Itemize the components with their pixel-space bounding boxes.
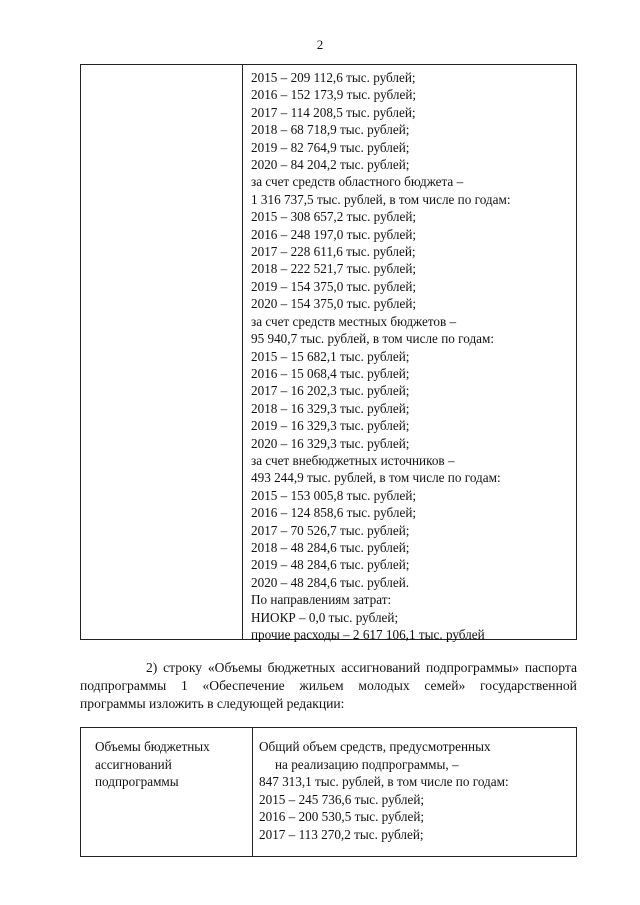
value-text-line: 2015 – 245 736,6 тыс. рублей;: [259, 791, 425, 807]
table-text-line: 2017 – 16 202,3 тыс. рублей;: [251, 383, 410, 399]
table-text-line: за счет средств местных бюджетов –: [251, 313, 457, 329]
table-text-line: 2018 – 68 718,9 тыс. рублей;: [251, 122, 410, 138]
table-text-line: 95 940,7 тыс. рублей, в том числе по годам:: [251, 331, 495, 347]
label-text-line: подпрограммы: [95, 774, 179, 789]
table-text-line: 2018 – 16 329,3 тыс. рублей;: [251, 400, 410, 416]
table-text-line: за счет внебюджетных источников –: [251, 452, 455, 468]
table-text-line: 2019 – 48 284,6 тыс. рублей;: [251, 557, 410, 573]
paragraph-word: подпрограммы: [80, 678, 167, 693]
table-text-line: 2015 – 15 682,1 тыс. рублей;: [251, 348, 410, 364]
paragraph-line-1: [80, 659, 577, 677]
label-text-line: ассигнований: [95, 756, 172, 772]
paragraph-word: подпрограммы»: [426, 660, 520, 675]
subprogram-funding-table: [80, 727, 577, 857]
table-text-line: 2016 – 124 858,6 тыс. рублей;: [251, 505, 417, 521]
row-value-cell: [259, 738, 572, 843]
value-text-line: 2017 – 113 270,2 тыс. рублей;: [259, 826, 424, 842]
table-text-line: 1 316 737,5 тыс. рублей, в том числе по годам:: [251, 191, 511, 207]
funding-details-cell: [251, 69, 572, 643]
paragraph-line-3: программы изложить в следующей редакции:: [80, 696, 345, 711]
table-text-line: 2018 – 48 284,6 тыс. рублей;: [251, 539, 410, 555]
table-text-line: 2018 – 222 521,7 тыс. рублей;: [251, 261, 417, 277]
paragraph-word: ассигнований: [341, 660, 421, 675]
table-column-divider: [242, 65, 243, 639]
table-text-line: 2017 – 114 208,5 тыс. рублей;: [251, 104, 416, 120]
page-number: 2: [316, 37, 324, 52]
paragraph-word: молодых: [358, 678, 410, 693]
paragraph-word: строку: [163, 660, 203, 675]
table-text-line: 2016 – 248 197,0 тыс. рублей;: [251, 226, 417, 242]
paragraph-word: 1: [180, 678, 188, 693]
table-text-line: 2019 – 16 329,3 тыс. рублей;: [251, 418, 410, 434]
value-text-line: 2016 – 200 530,5 тыс. рублей;: [259, 809, 425, 824]
table-text-line: 2015 – 209 112,6 тыс. рублей;: [251, 70, 416, 85]
table-text-line: По направлениям затрат:: [251, 592, 392, 608]
paragraph-line-2: [80, 677, 577, 695]
table-text-line: за счет средств областного бюджета –: [251, 174, 464, 190]
row-label-cell: [95, 738, 245, 791]
table-text-line: 493 244,9 тыс. рублей, в том числе по годам:: [251, 470, 501, 486]
table-text-line: 2016 – 15 068,4 тыс. рублей;: [251, 365, 410, 381]
table-text-line: прочие расходы – 2 617 106,1 тыс. рублей: [251, 627, 485, 642]
table-text-line: 2015 – 308 657,2 тыс. рублей;: [251, 209, 417, 225]
table-text-line: НИОКР – 0,0 тыс. рублей;: [251, 609, 399, 625]
paragraph-word: бюджетных: [267, 660, 336, 675]
table-column-divider: [252, 728, 253, 856]
table-text-line: 2019 – 82 764,9 тыс. рублей;: [251, 139, 410, 155]
paragraph-word: семей»: [424, 678, 466, 693]
table-text-line: 2015 – 153 005,8 тыс. рублей;: [251, 487, 417, 503]
table-text-line: 2020 – 48 284,6 тыс. рублей.: [251, 574, 410, 590]
paragraph-word: «Обеспечение: [202, 678, 285, 693]
table-text-line: 2017 – 70 526,7 тыс. рублей;: [251, 522, 410, 538]
paragraph-word: 2): [146, 660, 158, 675]
paragraph-word: государственной: [480, 678, 577, 693]
table-text-line: 2020 – 84 204,2 тыс. рублей;: [251, 157, 410, 173]
value-text-line: Общий объем средств, предусмотренных: [259, 739, 491, 754]
label-text-line: Объемы бюджетных: [95, 739, 210, 754]
funding-table-continued: [80, 64, 577, 640]
table-text-line: 2019 – 154 375,0 тыс. рублей;: [251, 278, 417, 294]
paragraph-word: «Объемы: [207, 660, 262, 675]
table-text-line: 2020 – 154 375,0 тыс. рублей;: [251, 296, 417, 312]
table-text-line: 2016 – 152 173,9 тыс. рублей;: [251, 87, 417, 103]
paragraph-word: жильем: [299, 678, 344, 693]
value-text-line: на реализацию подпрограммы, –: [275, 756, 459, 772]
table-text-line: 2017 – 228 611,6 тыс. рублей;: [251, 244, 416, 260]
amendment-paragraph: [80, 659, 577, 713]
value-text-line: 847 313,1 тыс. рублей, в том числе по годам:: [259, 774, 509, 789]
paragraph-word: паспорта: [524, 660, 577, 675]
table-text-line: 2020 – 16 329,3 тыс. рублей;: [251, 435, 410, 451]
